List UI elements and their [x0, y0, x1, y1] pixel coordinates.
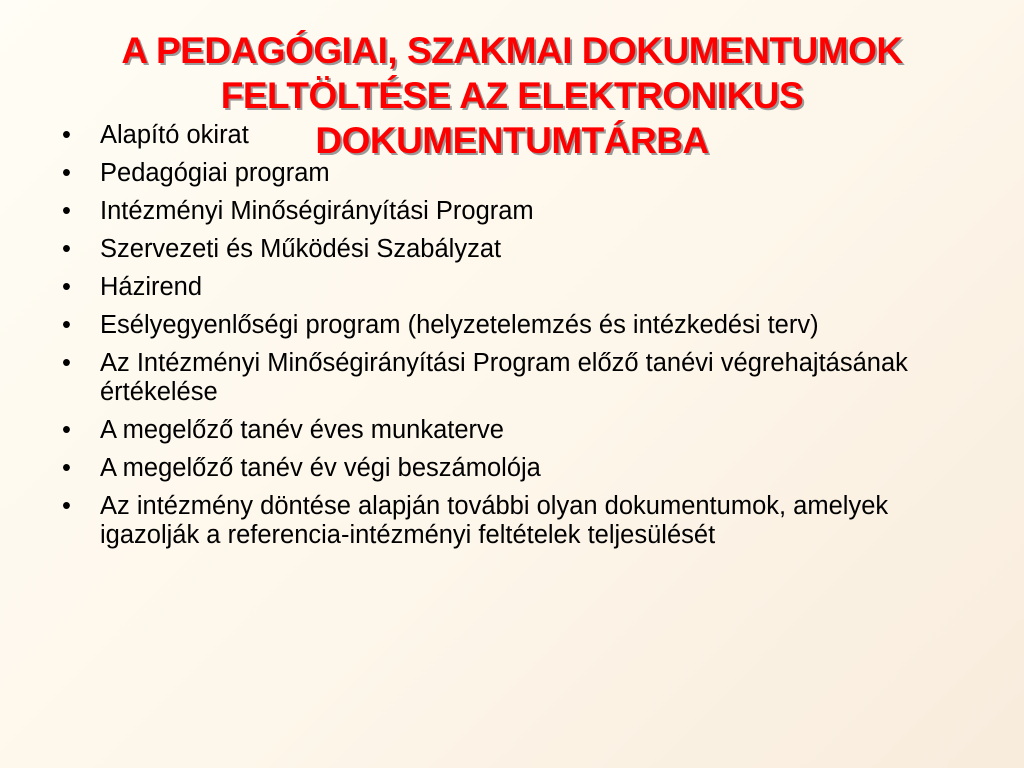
- list-item-text: Intézményi Minőségirányítási Program: [100, 197, 534, 225]
- bullet-icon: •: [62, 311, 71, 339]
- list-item-text: A megelőző tanév éves munkaterve: [100, 416, 504, 444]
- bullet-icon: •: [62, 454, 71, 482]
- list-item-text: Pedagógiai program: [100, 159, 330, 187]
- title-line-2: FELTÖLTÉSE AZ ELEKTRONIKUS: [220, 75, 804, 116]
- list-item-text: Alapító okirat: [100, 121, 249, 149]
- list-item: [62, 492, 962, 550]
- bullet-icon: •: [62, 416, 71, 444]
- list-item: [62, 416, 962, 445]
- bullet-icon: •: [62, 273, 71, 301]
- bullet-list: [62, 121, 962, 559]
- title-line-3: DOKUMENTUMTÁRBA: [315, 120, 709, 161]
- bullet-icon: •: [62, 235, 71, 263]
- list-item: [62, 273, 962, 302]
- list-item-text: A megelőző tanév év végi beszámolója: [100, 454, 541, 482]
- list-item-text: Szervezeti és Működési Szabályzat: [100, 235, 502, 263]
- list-item: [62, 235, 962, 264]
- list-item-text: Házirend: [100, 273, 203, 301]
- title-line-1: A PEDAGÓGIAI, SZAKMAI DOKUMENTUMOK: [121, 30, 903, 71]
- list-item: [62, 311, 962, 340]
- bullet-icon: •: [62, 159, 71, 187]
- bullet-icon: •: [62, 121, 71, 149]
- bullet-icon: •: [62, 197, 71, 225]
- list-item: [62, 197, 962, 226]
- bullet-icon: •: [62, 349, 71, 377]
- list-item: [62, 454, 962, 483]
- list-item-text: Az intézmény döntése alapján további olyan dokumentumok, amelyek igazolják a referencia-intézményi feltételek teljesülését: [100, 492, 889, 549]
- list-item-text: Esélyegyenlőségi program (helyzetelemzés és intézkedési terv): [100, 311, 819, 339]
- bullet-icon: •: [62, 492, 71, 520]
- list-item-text: Az Intézményi Minőségirányítási Program előző tanévi végrehajtásának értékelése: [100, 349, 908, 406]
- list-item: [62, 349, 962, 407]
- slide-title: [40, 28, 984, 163]
- list-item: [62, 159, 962, 188]
